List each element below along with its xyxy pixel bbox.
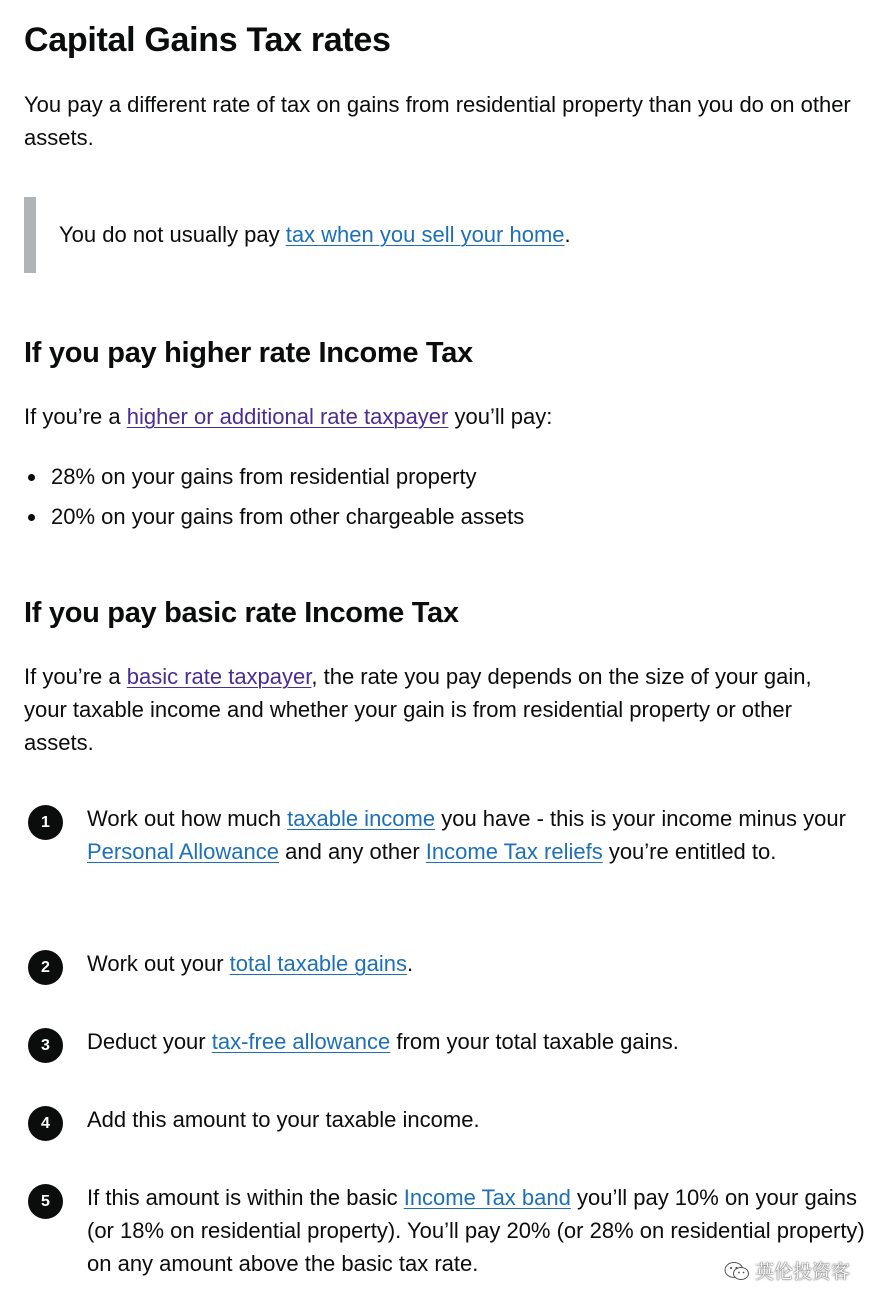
basic-lead-after: , the rate you pay depends on the size of your gain, your taxable income and whether your gain is from residential property or other assets. bbox=[24, 664, 812, 755]
basic-lead-before: If you’re a bbox=[24, 664, 127, 689]
list-item-text: 20% on your gains from other chargeable assets bbox=[51, 504, 525, 529]
total-taxable-gains-link[interactable]: total taxable gains bbox=[229, 951, 407, 976]
step-number-badge: 2 bbox=[28, 950, 63, 985]
step-text-part: you’re entitled to. bbox=[602, 839, 777, 864]
step-text: Add this amount to your taxable income. bbox=[87, 1107, 480, 1132]
bullet-icon bbox=[28, 474, 35, 481]
page-title: Capital Gains Tax rates bbox=[24, 21, 391, 59]
higher-rate-taxpayer-link[interactable]: higher or additional rate taxpayer bbox=[126, 404, 449, 429]
income-tax-reliefs-link[interactable]: Income Tax reliefs bbox=[425, 839, 603, 864]
step-text-part: you’ll pay 10% on your gains (or 18% on residential property). You’ll pay 20% (or 28% on residential property) on any amount above the basic tax rate. bbox=[87, 1185, 865, 1276]
step-text bbox=[87, 1025, 867, 1058]
higher-lead-after: you’ll pay: bbox=[448, 404, 553, 429]
list-item bbox=[24, 460, 524, 500]
wechat-icon bbox=[724, 1261, 750, 1281]
step-text-part: and any other bbox=[279, 839, 426, 864]
higher-lead-before: If you’re a bbox=[24, 404, 127, 429]
higher-rate-lead bbox=[24, 400, 854, 433]
basic-rate-taxpayer-link[interactable]: basic rate taxpayer bbox=[126, 664, 312, 689]
step-text-part: If this amount is within the basic bbox=[87, 1185, 404, 1210]
step-text-part: . bbox=[407, 951, 414, 976]
inset-text bbox=[24, 197, 854, 273]
bullet-icon bbox=[28, 514, 35, 521]
taxable-income-link[interactable]: taxable income bbox=[287, 806, 436, 831]
inset-text-before: You do not usually pay bbox=[59, 222, 286, 247]
basic-rate-heading: If you pay basic rate Income Tax bbox=[24, 597, 459, 629]
step-number-badge: 5 bbox=[28, 1184, 63, 1219]
intro-paragraph: You pay a different rate of tax on gains from residential property than you do on other assets. bbox=[24, 92, 851, 150]
watermark bbox=[724, 1257, 850, 1284]
inset-border bbox=[24, 197, 36, 273]
list-item bbox=[24, 500, 524, 540]
step-text-part: Deduct your bbox=[87, 1029, 212, 1054]
step-number-badge: 3 bbox=[28, 1028, 63, 1063]
step-text-part: you have - this is your income minus your bbox=[435, 806, 846, 831]
higher-rate-list bbox=[24, 460, 524, 540]
step-number-badge: 4 bbox=[28, 1106, 63, 1141]
step-text bbox=[87, 802, 867, 868]
higher-rate-heading: If you pay higher rate Income Tax bbox=[24, 337, 473, 369]
inset-text-after: . bbox=[564, 222, 571, 247]
step-text-part: from your total taxable gains. bbox=[390, 1029, 679, 1054]
income-tax-band-link[interactable]: Income Tax band bbox=[403, 1185, 571, 1210]
step-number-badge: 1 bbox=[28, 805, 63, 840]
list-item-text: 28% on your gains from residential property bbox=[51, 464, 477, 489]
tax-free-allowance-link[interactable]: tax-free allowance bbox=[211, 1029, 391, 1054]
step-text-part: Work out your bbox=[87, 951, 230, 976]
watermark-text: 英伦投资客 bbox=[754, 1261, 850, 1283]
step-text bbox=[87, 947, 867, 980]
sell-your-home-link[interactable]: tax when you sell your home bbox=[285, 222, 565, 247]
basic-rate-lead bbox=[24, 660, 844, 759]
personal-allowance-link[interactable]: Personal Allowance bbox=[87, 839, 280, 864]
step-text-part: Work out how much bbox=[87, 806, 288, 831]
inset-paragraph bbox=[59, 218, 571, 251]
